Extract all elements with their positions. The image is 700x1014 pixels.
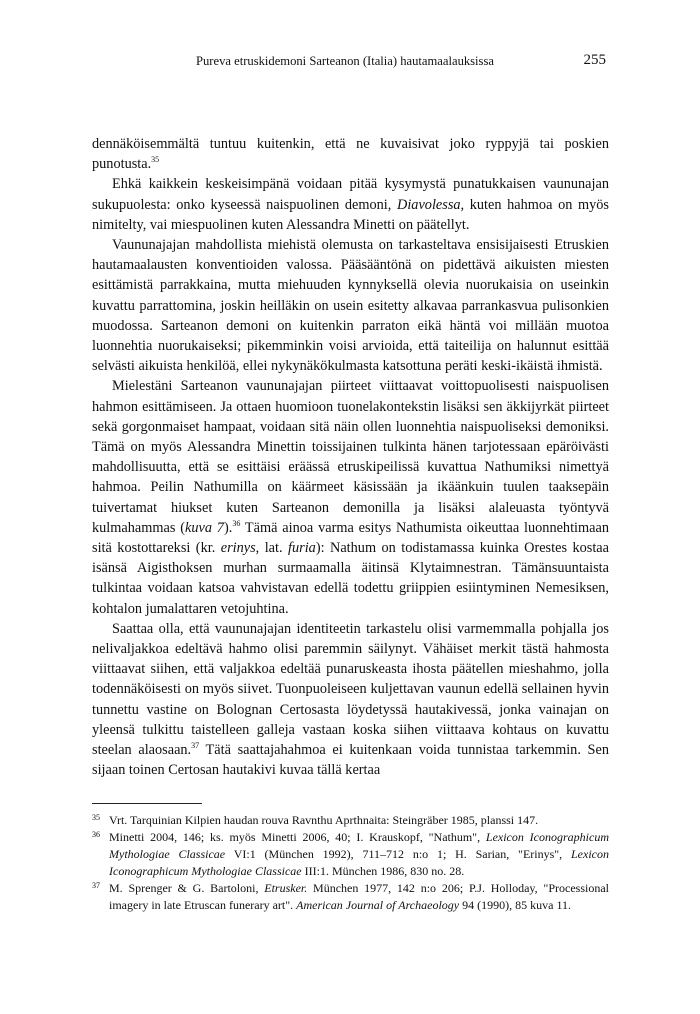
running-head-title: Pureva etruskidemoni Sarteanon (Italia) hautamaalauksissa bbox=[196, 54, 494, 68]
paragraph-text: Mielestäni Sarteanon vaununajajan piirteet viittaavat voittopuolisesti naispuolisen hahmon esittämiseen. Ja ottaen huomioon tuonelakontekstin lisäksi sen äkkijyrkät piirteet sekä gorgonmaiset hampaat, voidaan sitä näin ollen luonnehtia naispuoliseksi demoniksi. Tämä on myös Alessandra Minettin toissijainen tulkinta hänen tarjotessaan epäröivästi mahdollisuutta, että se esittäisi eräässä etruskipeilissä kuvattua Nathumiksi nimettyä hahmoa. Peilin Nathumilla on käärmeet käsissään ja ikäänkuin tuulen taaksepäin tuivertamat hiukset kuten Sarteanon demonilla ja lisäksi alaleuasta työntyvä kulmahammas ( bbox=[92, 378, 609, 536]
footnotes bbox=[92, 812, 609, 914]
footnote-ref-36[interactable]: 36 bbox=[232, 519, 241, 529]
footnote-divider bbox=[92, 803, 202, 804]
paragraph-text: Saattaa olla, että vaununajajan identiteetin tarkastelu olisi varmemmalla pohjalla jos nelivaljakkoa edeltävä hahmo olisi paremmin säilynyt. Vähäiset merkit tästä hahmosta viittaavat siihen, että valjakkoa edeltää punaruskeasta ihosta päätellen mieshahmo, jolla todennäköisesti on myös siivet. Tuonpuoleiseen kuljettavan vaunun edellä sellainen hyvin tunnettu vastine on Bolognan Certosasta löydetyssä hautakivessä, jonka vainajan on yleensä tulkittu taistelleen galleja vastaan koska siihen viittaava kohtaus on kuvattu steelan alaosaan. bbox=[92, 620, 609, 759]
paragraph-text: kuten hahmoa on myös nimitelty, vai miespuolinen kuten Alessandra Minetti on päätellyt. bbox=[92, 196, 609, 233]
publication-title: Lexicon Iconographicum Mythologiae Classicae bbox=[109, 847, 609, 878]
footnote-text: 94 (1990), 85 kuva 11. bbox=[459, 898, 571, 912]
paragraph-text: Vaununajajan mahdollista miehistä olemusta on tarkasteltava ensisijaisesti Etruskien hautamaalausten konventioiden valossa. Pääsääntönä on pidettävä aikuisten miesten esittämistä parrakkaina, mutta miehuuden kynnyksellä olevia nuorukaisia on useinkin kuvattu parrattomina, joskin heilläkin on usein esitetty alkavaa parrankasvua pulisonkien muodossa. Sarteanon demoni on kuitenkin parraton eikä häntä voi millään muotoa luonnehtia nuorukaiseksi; pikemminkin voisi arvioida, että taiteilija on halunnut esittää selvästi aikuista henkilöä, ellei nykynäkökulmasta katsottuna peräti keski-ikäistä ihmistä. bbox=[92, 237, 609, 375]
footnote-text: III:1. München 1986, 830 no. 28. bbox=[301, 864, 465, 878]
italic-term: Diavolessa, bbox=[397, 196, 465, 213]
italic-term: erinys bbox=[220, 540, 256, 557]
paragraph-text: Tätä saattajahahmoa ei kuitenkaan voida tunnistaa tarkemmin. Sen sijaan toinen Certosan hautakivi kuvaa tällä kertaa bbox=[92, 742, 609, 779]
paragraph-text: ): Nathum on todistamassa kuinka Orestes kostaa isänsä Aigisthoksen murhan surmaamalla äitinsä Klytaimnestran. Tämänsuuntaista tulkintaa voidaan katsoa vahvistavan edellä todettu griippien esiintyminen Nemesiksen, kohtalon jumalattaren vetojuhtina. bbox=[92, 540, 609, 617]
italic-term: furia bbox=[288, 540, 316, 557]
body-text bbox=[92, 134, 609, 781]
footnote-number: 35 bbox=[92, 813, 100, 822]
paragraph-text: ). bbox=[223, 519, 233, 536]
footnote-ref-37[interactable]: 37 bbox=[191, 741, 200, 751]
footnote-number: 36 bbox=[92, 830, 100, 839]
figure-reference: kuva 7 bbox=[184, 519, 224, 536]
paragraph-3 bbox=[92, 235, 609, 376]
publication-title: Lexicon Iconographicum Mythologiae Classicae bbox=[109, 830, 609, 861]
paragraph-text: Tämä ainoa varma esitys Nathumista oikeuttaa luonnehtimaan sitä kostottareksi (kr. bbox=[92, 519, 609, 557]
paragraph-5 bbox=[92, 619, 609, 781]
footnote-text: VI:1 (München 1992), 711–712 n:o 1; H. Sarian, "Erinys", bbox=[225, 847, 571, 861]
footnote-36 bbox=[92, 829, 609, 880]
paragraph-2 bbox=[92, 174, 609, 235]
footnote-number: 37 bbox=[92, 881, 100, 890]
paragraph-text: dennäköisemmältä tuntuu kuitenkin, että ne kuvaisivat joko ryppyjä tai poskien punotusta. bbox=[92, 136, 609, 173]
page-number: 255 bbox=[583, 52, 606, 68]
publication-title: American Journal of Archaeology bbox=[296, 898, 460, 912]
footnote-text: M. Sprenger & G. Bartoloni, bbox=[109, 881, 265, 895]
footnote-text: Vrt. Tarquinian Kilpien haudan rouva Ravnthu Aprthnaita: Steingräber 1985, planssi 147. bbox=[109, 813, 539, 827]
paragraph-text: , lat. bbox=[255, 540, 289, 557]
paragraph-4 bbox=[92, 376, 609, 618]
footnote-37 bbox=[92, 880, 609, 914]
footnote-text: Minetti 2004, 146; ks. myös Minetti 2006, 40; I. Krauskopf, "Nathum", bbox=[109, 830, 486, 844]
paragraph-text: Ehkä kaikkein keskeisimpänä voidaan pitää kysymystä punatukkaisen vaununajan sukupuolesta: onko kyseessä naispuolinen demoni, bbox=[92, 176, 609, 213]
running-header bbox=[92, 52, 606, 72]
paragraph-1 bbox=[92, 134, 609, 174]
footnote-text: München 1977, 142 n:o 206; P.J. Holloday, "Processional imagery in late Etruscan funerary art". bbox=[109, 881, 609, 912]
footnote-35 bbox=[92, 812, 609, 829]
footnote-ref-35[interactable]: 35 bbox=[151, 155, 160, 165]
publication-title: Etrusker. bbox=[264, 881, 308, 895]
